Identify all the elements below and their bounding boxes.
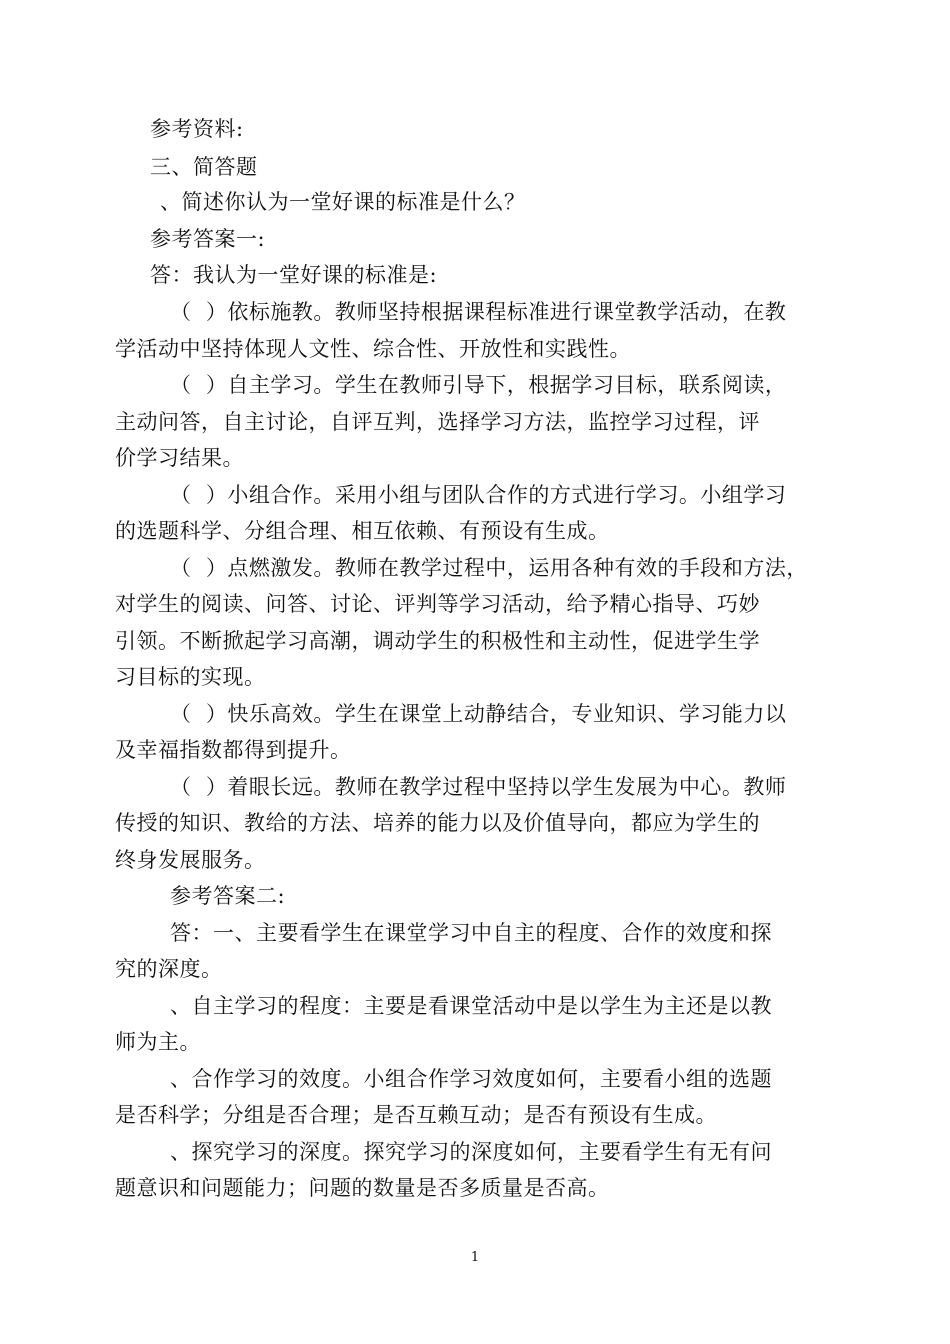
page-number: 1: [470, 1250, 480, 1265]
text-line: 答：一、主要看学生在课堂学习中自主的程度、合作的效度和探: [170, 921, 772, 945]
text-line: 参考答案二:: [170, 884, 286, 908]
text-line: 习目标的实现。: [115, 665, 266, 689]
text-line: （ ）小组合作。采用小组与团队合作的方式进行学习。小组学习: [170, 483, 787, 507]
text-line: 、自主学习的程度：主要是看课堂活动中是以学生为主还是以教: [170, 994, 772, 1018]
text-line: （ ）自主学习。学生在教师引导下，根据学习目标，联系阅读，: [170, 373, 787, 397]
text-line: 师为主。: [115, 1030, 201, 1054]
text-line: 传授的知识、教给的方法、培养的能力以及价值导向，都应为学生的: [115, 811, 760, 835]
text-line: （ ）依标施教。教师坚持根据课程标准进行课堂教学活动，在教: [170, 300, 787, 324]
text-line: 学活动中坚持体现人文性、综合性、开放性和实践性。: [115, 337, 631, 361]
text-line: 三、简答题: [150, 155, 258, 179]
text-line: 终身发展服务。: [115, 848, 266, 872]
text-line: 、简述你认为一堂好课的标准是什么？: [160, 190, 526, 214]
text-line: （ ）快乐高效。学生在课堂上动静结合，专业知识、学习能力以: [170, 702, 787, 726]
text-line: 、合作学习的效度。小组合作学习效度如何，主要看小组的选题: [170, 1067, 772, 1091]
text-line: 题意识和问题能力；问题的数量是否多质量是否高。: [115, 1176, 610, 1200]
text-line: 、探究学习的深度。探究学习的深度如何，主要看学生有无有问: [170, 1140, 772, 1164]
text-line: 究的深度。: [115, 957, 223, 981]
text-line: 引领。不断掀起学习高潮，调动学生的积极性和主动性，促进学生学: [115, 629, 760, 653]
text-line: 答：我认为一堂好课的标准是:: [150, 263, 438, 287]
text-line: （ ）着眼长远。教师在教学过程中坚持以学生发展为中心。教师: [170, 775, 787, 799]
text-line: 参考答案一:: [150, 227, 266, 251]
text-line: 对学生的阅读、问答、讨论、评判等学习活动，给予精心指导、巧妙: [115, 592, 760, 616]
text-line: （ ）点燃激发。教师在教学过程中，运用各种有效的手段和方法，: [170, 556, 808, 580]
text-line: 参考资料:: [150, 117, 244, 141]
text-line: 价学习结果。: [115, 446, 244, 470]
text-line: 的选题科学、分组合理、相互依赖、有预设有生成。: [115, 519, 610, 543]
text-line: 主动问答，自主讨论，自评互判，选择学习方法，监控学习过程，评: [115, 410, 760, 434]
text-line: 是否科学；分组是否合理；是否互赖互动；是否有预设有生成。: [115, 1103, 717, 1127]
text-line: 及幸福指数都得到提升。: [115, 738, 352, 762]
